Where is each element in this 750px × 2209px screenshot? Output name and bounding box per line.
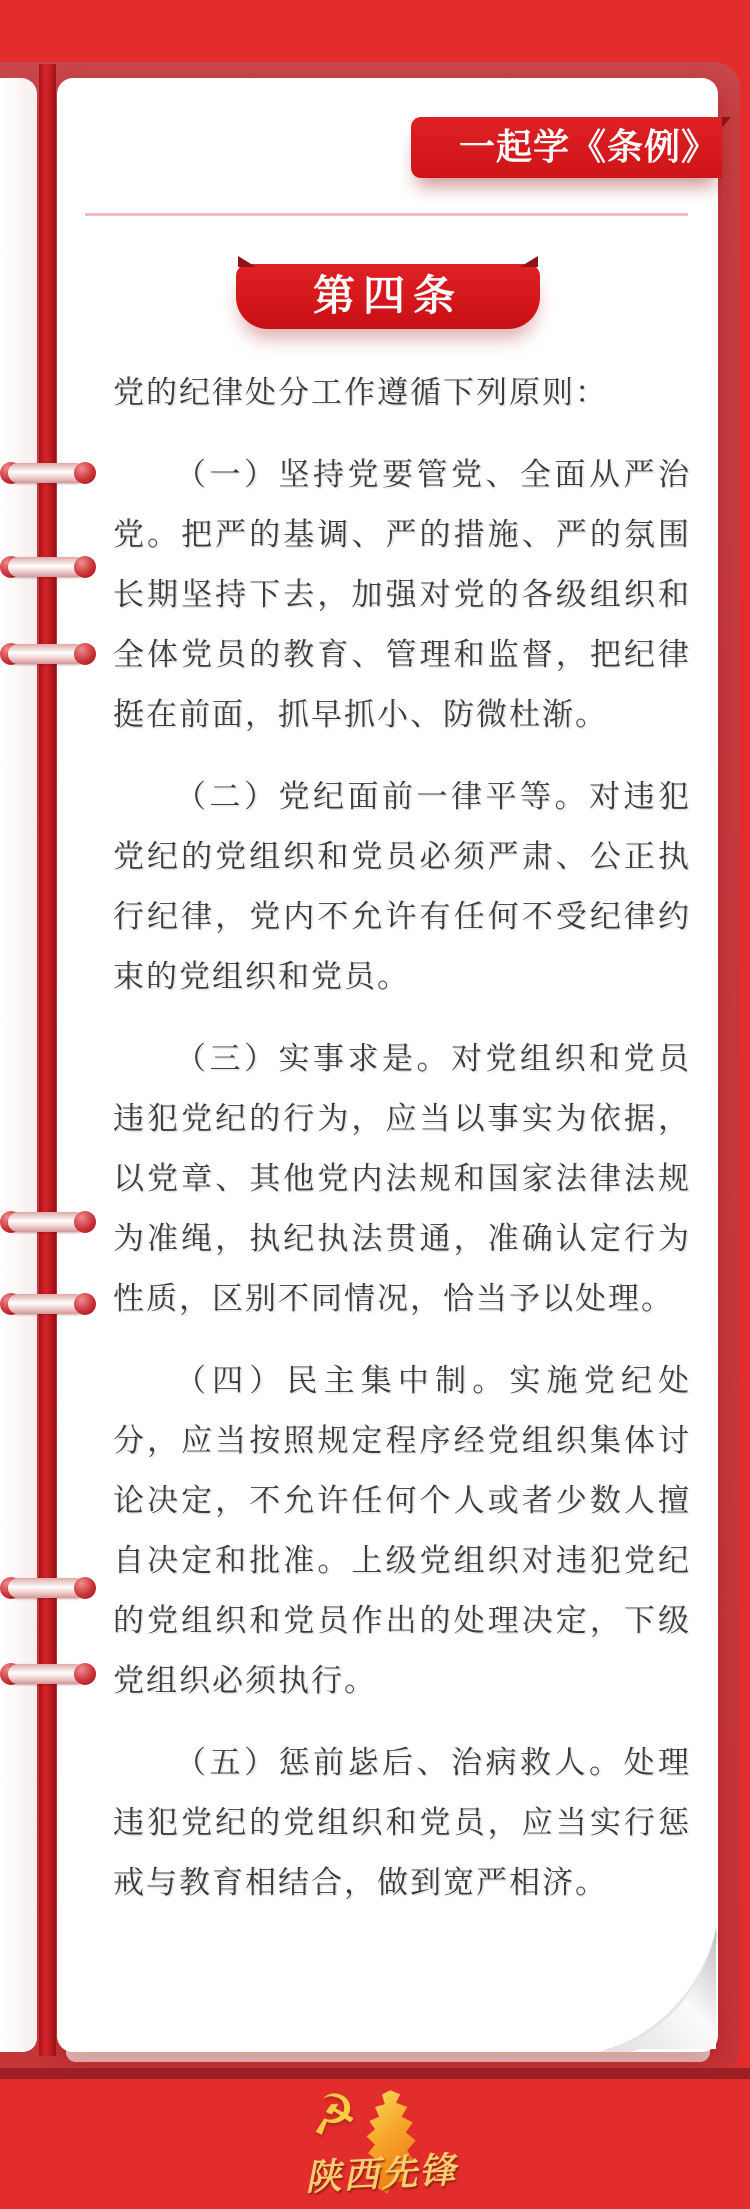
article-number-label: 第四条 bbox=[312, 271, 463, 320]
header-ribbon: 一起学《条例》 bbox=[411, 117, 722, 178]
footer-band bbox=[0, 2068, 750, 2079]
article-paragraph: （三）实事求是。对党组织和党员违犯党纪的行为，应当以事实为依据，以党章、其他党内法规和国家法律法规为准绳，执纪执法贯通，准确认定行为性质，区别不同情况，恰当予以处理。 bbox=[113, 1041, 691, 1317]
ring-end-icon bbox=[74, 1211, 96, 1233]
binder-ring bbox=[0, 642, 96, 666]
ring-end-icon bbox=[74, 1577, 96, 1599]
footer-logo-text: 陕西先锋 bbox=[304, 2150, 459, 2199]
binder-ring bbox=[0, 555, 96, 579]
ring-end-icon bbox=[74, 462, 96, 484]
hammer-sickle-icon: ☭ bbox=[304, 2079, 362, 2150]
article-paragraph: （二）党纪面前一律平等。对违犯党纪的党组织和党员必须严肃、公正执行纪律，党内不允许有任何不受纪律约束的党组织和党员。 bbox=[113, 779, 691, 995]
ring-end-icon bbox=[74, 643, 96, 665]
article-paragraph: （四）民主集中制。实施党纪处分，应当按照规定程序经党组织集体讨论决定，不允许任何个人或者少数人擅自决定和批准。上级党组织对违犯党纪的党组织和党员作出的处理决定，下级党组织必须执行。 bbox=[113, 1363, 691, 1699]
article-paragraph: （五）惩前毖后、治病救人。处理违犯党纪的党组织和党员，应当实行惩戒与教育相结合，做到宽严相济。 bbox=[113, 1745, 691, 1901]
article-paragraph: （一）坚持党要管党、全面从严治党。把严的基调、严的措施、严的氛围长期坚持下去，加强对党的各级组织和全体党员的教育、管理和监督，把纪律挺在前面，抓早抓小、防微杜渐。 bbox=[113, 457, 691, 733]
divider-line bbox=[85, 213, 688, 216]
binder-ring bbox=[0, 1210, 96, 1234]
footer-logo bbox=[295, 2080, 465, 2205]
ring-end-icon bbox=[74, 1293, 96, 1315]
page-curl-icon bbox=[600, 1925, 718, 2052]
ring-end-icon bbox=[74, 1663, 96, 1685]
binder-ring bbox=[0, 1576, 96, 1600]
binder-ring bbox=[0, 461, 96, 485]
article-intro: 党的纪律处分工作遵循下列原则： bbox=[113, 375, 608, 411]
article-number-badge bbox=[236, 264, 540, 329]
article-body bbox=[113, 363, 691, 1913]
facing-page-edge bbox=[0, 78, 37, 2052]
binder-ring bbox=[0, 1662, 96, 1686]
binder-ring bbox=[0, 1292, 96, 1316]
ring-end-icon bbox=[74, 556, 96, 578]
notebook-spine bbox=[39, 64, 56, 2056]
